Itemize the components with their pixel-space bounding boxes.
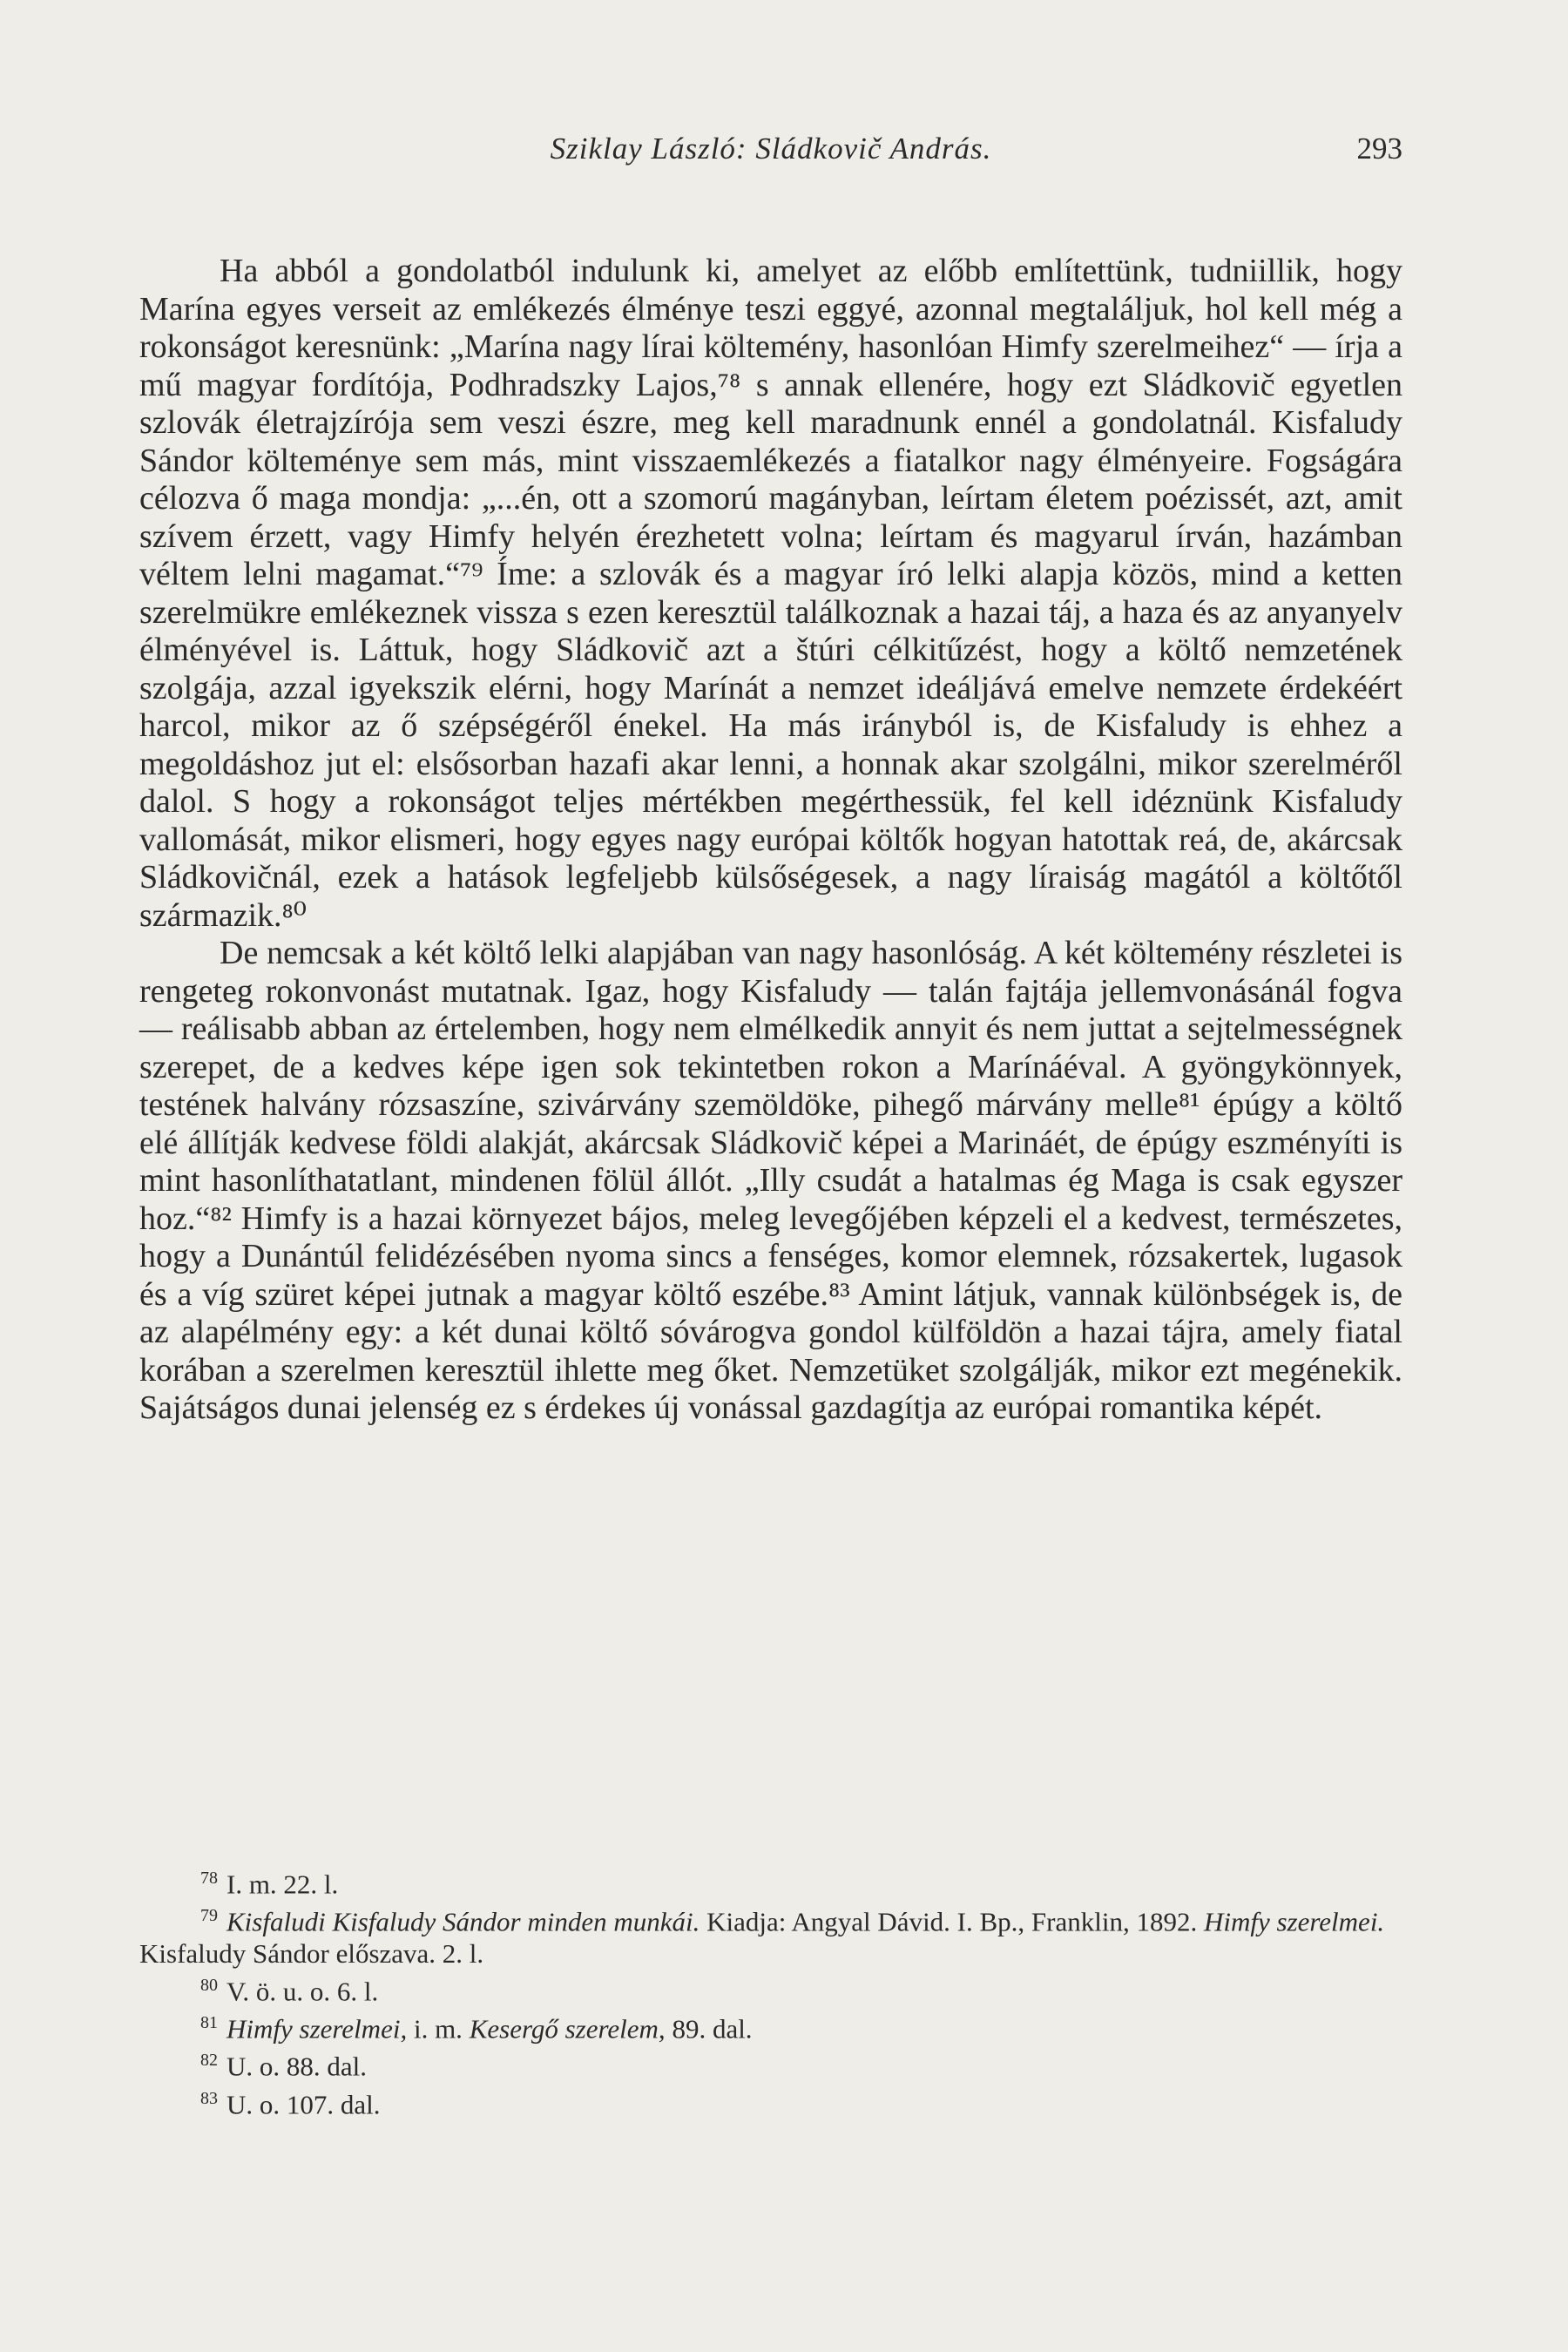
footnote bbox=[139, 1862, 1402, 1900]
footnote bbox=[139, 1900, 1402, 1969]
footnote-title: Himfy szerelmei, bbox=[226, 2013, 408, 2044]
footnote bbox=[139, 2007, 1402, 2044]
footnote-title: Himfy szerelmei. bbox=[1203, 1906, 1385, 1937]
footnote-text: i. m. bbox=[407, 2013, 470, 2044]
footnote-text: Kiadja: Angyal Dávid. I. Bp., Franklin, 1892. bbox=[700, 1906, 1204, 1937]
footnote bbox=[139, 2083, 1402, 2120]
body-text bbox=[139, 253, 1402, 1428]
page-number: 293 bbox=[1356, 132, 1402, 166]
page-header bbox=[139, 127, 1402, 171]
footnote-title: Kisfaludi Kisfaludy Sándor minden munkái. bbox=[226, 1906, 700, 1937]
footnote-number: 79 bbox=[200, 1906, 218, 1926]
footnote-text: Kisfaludy Sándor előszava. 2. l. bbox=[139, 1937, 484, 1969]
paragraph: De nemcsak a két költő lelki alapjában van nagy hasonlóság. A két költemény részletei is rengeteg rokonvonást mutatnak. Igaz, hogy Kisfaludy — talán fajtája jellemvonásánál fogva — reálisabb abban az értelemben, hogy nem elmélkedik annyit és nem juttat a sejtelmességnek szerepet, de a kedves képe igen sok tekintetben rokon a Marínáéval. A gyöngykönnyek, testének halvány rózsaszíne, szivárvány szemöldöke, pihegő márvány melle⁸¹ épúgy a költő elé állítják kedvese földi alakját, akárcsak Sládkovič képei a Marináét, de épúgy eszményíti is mint hasonlíthatatlant, mindenen fölül állót. „Illy csudát a hatalmas ég Maga is csak egyszer hoz.“⁸² Himfy is a hazai környezet bájos, meleg levegőjében képzeli el a kedvest, természetes, hogy a Dunántúl felidézésében nyoma sincs a fenséges, komor elemnek, rózsakertek, lugasok és a víg szüret képei jutnak a magyar költő eszébe.⁸³ Amint látjuk, vannak különbségek is, de az alapélmény egy: a két dunai költő sóvárogva gondol külföldön a hazai tájra, amely fiatal korában a szerelmen keresztül ihlette meg őket. Nemzetüket szolgálják, mikor ezt megénekik. Sajátságos dunai jelenség ez s érdekes új vonással gazdagítja az európai romantika képét. bbox=[139, 935, 1402, 1426]
footnote-text: U. o. 107. dal. bbox=[226, 2088, 381, 2119]
footnote-number: 81 bbox=[200, 2012, 218, 2032]
footnote-number: 78 bbox=[200, 1869, 218, 1888]
footnote-number: 80 bbox=[200, 1975, 218, 1995]
footnote-title: Kesergő szerelem, bbox=[469, 2013, 666, 2044]
footnote-number: 82 bbox=[200, 2051, 218, 2071]
footnote-number: 83 bbox=[200, 2088, 218, 2108]
footnote-text: I. m. 22. l. bbox=[226, 1869, 339, 1900]
footnotes bbox=[139, 1862, 1402, 2120]
paragraph: Ha abból a gondolatból indulunk ki, amelyet az előbb említettünk, tudniillik, hogy Marína egyes verseit az emlékezés élménye teszi eggyé, azonnal megtaláljuk, hol kell még a rokonságot keresnünk: „Marína nagy lírai költemény, hasonlóan Himfy szerelmeihez“ — írja a mű magyar fordítója, Podhradszky Lajos,⁷⁸ s annak ellenére, hogy ezt Sládkovič egyetlen szlovák életrajzírója sem veszi észre, meg kell maradnunk ennél a gondolatnál. Kisfaludy Sándor költeménye sem más, mint visszaemlékezés a fiatalkor nagy élményeire. Fogságára célozva ő maga mondja: „...én, ott a szomorú magányban, leírtam életem poézissét, azt, amit szívem érzett, vagy Himfy helyén érezhetett volna; leírtam és magyarul írván, hazámban véltem lelni magamat.“⁷⁹ Íme: a szlovák és a magyar író lelki alapja közös, mind a ketten szerelmükre emlékeznek vissza s ezen keresztül találkoznak a hazai táj, a haza és az anyanyelv élményével is. Láttuk, hogy Sládkovič azt a štúri célkitűzést, hogy a költő nemzetének szolgája, azzal igyekszik elérni, hogy Marínát a nemzet ideáljává emelve nemzete érdekéért harcol, mikor az ő szépségéről énekel. Ha más irányból is, de Kisfaludy is ehhez a megoldáshoz jut el: elsősorban hazafi akar lenni, a honnak akar szolgálni, mikor szerelméről dalol. S hogy a rokonságot teljes mértékben megérthessük, fel kell idéznünk Kisfaludy vallomását, mikor elismeri, hogy egyes nagy európai költők hogyan hatottak reá, de, akárcsak Sládkovičnál, ezek a hatások legfeljebb külsőségesek, a nagy líraiság magától a költőtől származik.⁸⁰ bbox=[139, 253, 1402, 934]
footnote-text: V. ö. u. o. 6. l. bbox=[226, 1975, 379, 2006]
footnote-text: 89. dal. bbox=[665, 2013, 753, 2044]
footnote bbox=[139, 2044, 1402, 2082]
running-head: Sziklay László: Sládkovič András. bbox=[550, 132, 992, 166]
footnote bbox=[139, 1970, 1402, 2007]
footnote-text: U. o. 88. dal. bbox=[226, 2051, 368, 2082]
